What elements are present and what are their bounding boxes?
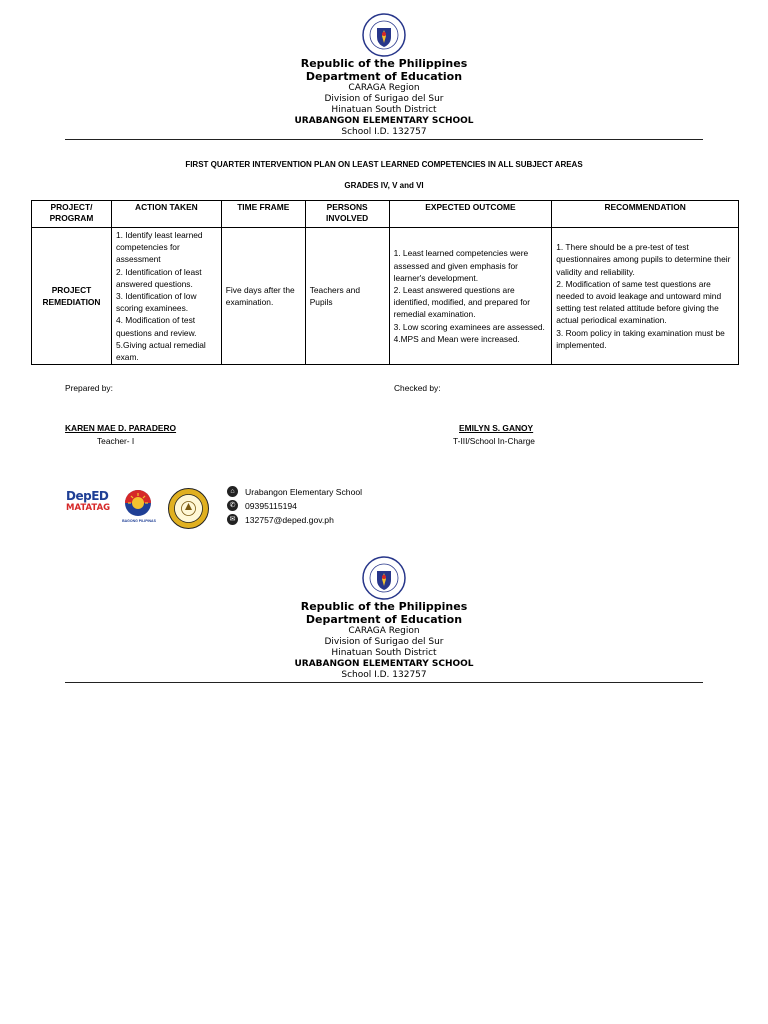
- table-row: [32, 228, 739, 365]
- school-seal-icon: [168, 488, 209, 529]
- header-divider: [65, 682, 703, 683]
- letterhead-top: [0, 57, 768, 138]
- checked-by-title: T-III/School In-Charge: [453, 436, 535, 446]
- outcome-item: 1. Least learned competencies were assessed and given emphasis for learner's development.: [393, 248, 529, 283]
- checked-by-label: Checked by:: [394, 383, 441, 393]
- deped-seal-icon: [362, 13, 406, 57]
- deped-wordmark: DepED: [66, 489, 109, 503]
- home-icon: ⌂: [227, 486, 238, 497]
- recommendation-item: 2. Modification of same test questions are needed to avoid leakage and untoward mind setting test related attitude before giving the actual periodical examination.: [556, 278, 722, 326]
- header-project: PROJECT/ PROGRAM: [32, 201, 112, 228]
- action-item: 5.Giving actual remedial exam.: [115, 339, 206, 363]
- header-republic: Republic of the Philippines: [300, 600, 468, 613]
- cell-expected-outcome: [389, 228, 552, 365]
- cell-project: PROJECT REMEDIATION: [32, 228, 112, 365]
- header-expected-outcome: EXPECTED OUTCOME: [389, 201, 552, 228]
- prepared-by-title: Teacher- I: [97, 436, 135, 446]
- contact-phone: [227, 500, 297, 511]
- recommendation-item: 1. There should be a pre-test of test questionnaires among pupils to determine their validity and reliability.: [556, 242, 731, 277]
- cell-action-taken: [111, 228, 221, 365]
- contact-email: [227, 514, 334, 525]
- header-persons-involved: PERSONS INVOLVED: [305, 201, 389, 228]
- letterhead-bottom: [0, 600, 768, 681]
- matatag-wordmark: MATATAG: [66, 503, 111, 513]
- phone-icon: ✆: [227, 500, 238, 511]
- header-region: CARAGA Region: [348, 626, 420, 636]
- table-header-row: [32, 201, 739, 228]
- contact-school: [227, 486, 362, 497]
- action-item: 3. Identification of low scoring examinees.: [115, 291, 197, 314]
- bagong-pilipinas-icon: [119, 489, 157, 519]
- recommendation-item: 3. Room policy in taking examination must be implemented.: [556, 327, 725, 350]
- deped-seal-icon: [362, 556, 406, 600]
- bagong-pilipinas-caption: BAGONG PILIPINAS: [122, 519, 156, 523]
- header-school: URABANGON ELEMENTARY SCHOOL: [294, 116, 474, 126]
- header-divider: [65, 139, 703, 140]
- mail-icon: ✉: [227, 514, 238, 525]
- header-school-id: School I.D. 132757: [341, 670, 427, 680]
- header-division: Division of Surigao del Sur: [324, 94, 444, 104]
- intervention-plan-table: [31, 200, 739, 365]
- header-department: Department of Education: [305, 613, 463, 626]
- header-region: CARAGA Region: [348, 83, 420, 93]
- action-item: 4. Modification of test questions and review.: [115, 315, 197, 338]
- header-district: Hinatuan South District: [331, 105, 437, 115]
- header-action-taken: ACTION TAKEN: [111, 201, 221, 228]
- contact-phone-number: 09395115194: [245, 500, 297, 511]
- header-school-id: School I.D. 132757: [341, 127, 427, 137]
- header-time-frame: TIME FRAME: [221, 201, 305, 228]
- contact-school-name: Urabangon Elementary School: [245, 486, 363, 497]
- header-department: Department of Education: [305, 70, 463, 83]
- header-school: URABANGON ELEMENTARY SCHOOL: [294, 659, 474, 669]
- cell-time-frame: Five days after the examination.: [221, 228, 305, 365]
- action-item: 2. Identification of least answered questions.: [115, 266, 202, 289]
- cell-persons: Teachers and Pupils: [305, 228, 389, 365]
- header-recommendation: RECOMMENDATION: [552, 201, 739, 228]
- header-republic: Republic of the Philippines: [300, 57, 468, 70]
- outcome-item: 4.MPS and Mean were increased.: [393, 333, 520, 344]
- header-division: Division of Surigao del Sur: [324, 637, 444, 647]
- action-item: 1. Identify least learned competencies for assessment: [115, 230, 203, 265]
- deped-matatag-logo: [66, 490, 112, 524]
- prepared-by-name: KAREN MAE D. PARADERO: [65, 423, 177, 433]
- contact-email-address: 132757@deped.gov.ph: [245, 514, 334, 525]
- prepared-by-label: Prepared by:: [65, 383, 113, 393]
- cell-recommendation: [552, 228, 739, 365]
- document-title: FIRST QUARTER INTERVENTION PLAN ON LEAST LEARNED COMPETENCIES IN ALL SUBJECT AREAS: [185, 160, 583, 169]
- header-district: Hinatuan South District: [331, 648, 437, 658]
- document-subtitle: GRADES IV, V and VI: [344, 181, 424, 190]
- checked-by-name: EMILYN S. GANOY: [459, 423, 534, 433]
- outcome-item: 3. Low scoring examinees are assessed.: [393, 321, 545, 332]
- outcome-item: 2. Least answered questions are identified, modified, and prepared for remedial examination.: [393, 284, 531, 320]
